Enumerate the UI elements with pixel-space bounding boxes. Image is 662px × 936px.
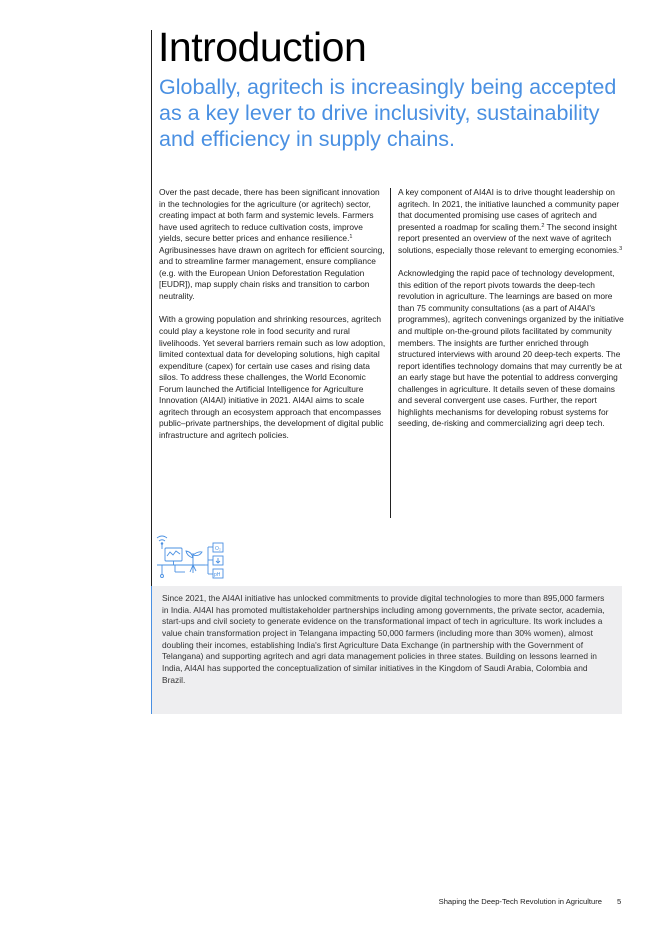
page-number: 5 — [617, 897, 622, 906]
right-paragraph-1 — [398, 187, 624, 256]
left-column — [159, 187, 387, 453]
wifi-icon — [157, 536, 167, 538]
footnote-ref-3[interactable]: 3 — [619, 245, 623, 252]
callout-box — [151, 586, 622, 714]
right-paragraph-1-text: A key component of AI4AI is to drive thought leadership on agritech. In 2021, the initiative launched a community paper that documented promising use cases of agritech and presented a roadmap for scaling them. — [398, 187, 620, 232]
svg-text:O₂: O₂ — [215, 546, 221, 552]
left-paragraph-1-text: Over the past decade, there has been significant innovation in the technologies for the agriculture (or agritech) sector, creating impact at both farm and systemic levels. Farmers have used agritech to reduce cultivation costs, improve yields, secure better prices and enhance resilience. — [159, 187, 380, 244]
footer-report-title: Shaping the Deep-Tech Revolution in Agriculture — [438, 897, 602, 906]
left-paragraph-1-continued: Agribusinesses have drawn on agritech for efficient sourcing, and to streamline farmer management, ensure compliance (e.g. with the European Union Deforestation Regulation [EUDR]), map supply chain risks and transition to carbon neutrality. — [159, 244, 385, 301]
ph-label: pH — [214, 572, 221, 578]
page-title: Introduction — [158, 24, 367, 70]
right-paragraph-1-middle: The second insight report presented an overview of the next wave of agritech solutions, especially those relevant to emerging economies. — [398, 221, 620, 255]
agritech-illustration-icon — [153, 534, 227, 584]
callout-text: Since 2021, the AI4AI initiative has unlocked commitments to provide digital technologies to more than 895,000 farmers in India. AI4AI has promoted multistakeholder partnerships including among governments, the private sector, academia, start-ups and civil society to generate evidence on the transformational impact of tech in agriculture. Its work includes a value chain transformation project in Telangana impacting 50,000 farmers (including more than 30% women), almost doubling their incomes, establishing India's first Agriculture Data Exchange (in partnership with the Government of Telangana) and supporting agritech and agri data management policies in three states. Building on lessons learned in India, AI4AI has supported the conceptualization of similar initiatives in the Kingdom of Saudi Arabia, Colombia and Brazil. — [162, 593, 605, 685]
right-paragraph-2: Acknowledging the rapid pace of technology development, this edition of the report pivots towards the deep-tech revolution in agriculture. The learnings are based on more than 75 community consultations (as a part of AI4AI's programmes), agritech convenings organized by the initiative and multiple on-the-ground pilots facilitated by community members. The insights are further enriched through structured interviews with around 20 deep-tech experts. The report identifies technology domains that may currently be at an early stage but have the potential to address converging challenges in agriculture. It details seven of these domains and several convergent use cases. Further, the report highlights mechanisms for developing robust systems for seeding, de-risking and commercializing agri deep tech. — [398, 268, 624, 429]
column-divider — [390, 188, 391, 518]
footnote-ref-1[interactable]: 1 — [349, 234, 353, 241]
lede-paragraph: Globally, agritech is increasingly being accepted as a key lever to drive inclusivity, sustainability and efficiency in supply chains. — [159, 75, 617, 151]
left-paragraph-1 — [159, 187, 387, 302]
right-column — [398, 187, 624, 442]
footnote-ref-2[interactable]: 2 — [541, 222, 545, 229]
left-paragraph-2: With a growing population and shrinking resources, agritech could play a keystone role in food security and rural livelihoods. Yet several barriers remain such as low adoption, limited contextual data for developing solutions, high capital expenditure (capex) for certain use cases and rising data silos. To address these challenges, the World Economic Forum launched the Artificial Intelligence for Agriculture Innovation (AI4AI) initiative in 2021. AI4AI aims to scale agritech through an ecosystem approach that encompasses public–private partnerships, the development of digital public infrastructure and agritech policies. — [159, 314, 386, 440]
